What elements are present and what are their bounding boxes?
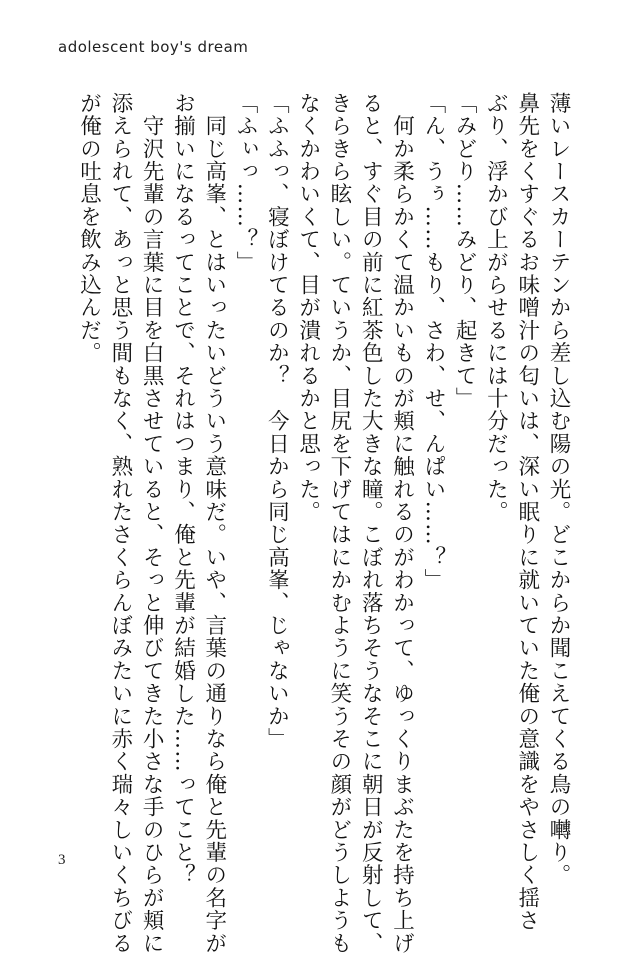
text-line: 何か柔らかくて温かいものが頬に触れるのがわかって、ゆっくりまぶたを持ち上げ [389, 92, 415, 955]
text-line: お揃いになるってことで、それはつまり、俺と先輩が結婚した……ってこと？ [170, 92, 196, 887]
text-line: 鼻先をくすぐるお味噌汁の匂いは、深い眠りに就いていた俺の意識をやさしく揺さ [514, 92, 540, 932]
text-line: 「みどり……みどり、起きて」 [452, 92, 478, 410]
text-line: ると、すぐ目の前に紅茶色した大きな瞳。こぼれ落ちそうなそこに朝日が反射して、 [358, 92, 384, 955]
text-line: 添えられて、あっと思う間もなく、熟れたさくらんぼみたいに赤く瑞々しいくちびる [107, 92, 133, 955]
text-line: 「ふぃっ……？」 [233, 92, 259, 274]
text-line: 「ふふっ、寝ぼけてるのか？ 今日から同じ高峯、じゃないか」 [264, 92, 290, 751]
text-line: ぶり、浮かび上がらせるには十分だった。 [483, 92, 509, 524]
text-line: 「ん、うぅ……もり、さわ、せ、んぱい……？」 [420, 92, 446, 592]
text-line: きらきら眩しい。ていうか、目尻を下げてはにかむように笑うその顔がどうしようも [326, 92, 352, 955]
text-line: 守沢先輩の言葉に目を白黒させていると、そっと伸びてきた小さな手のひらが頬に [139, 92, 165, 955]
page-number: 3 [58, 852, 66, 868]
text-line: が俺の吐息を飲み込んだ。 [76, 92, 102, 365]
body-text [73, 92, 574, 955]
running-title: adolescent boy's dream [58, 38, 249, 56]
text-line: 薄いレースカーテンから差し込む陽の光。どこからか聞こえてくる鳥の囀り。 [546, 92, 571, 887]
text-line: 同じ高峯、とはいったいどういう意味だ。いや、言葉の通りなら俺と先輩の名字が [201, 92, 227, 955]
text-line: なくかわいくて、目が潰れるかと思った。 [295, 92, 321, 524]
